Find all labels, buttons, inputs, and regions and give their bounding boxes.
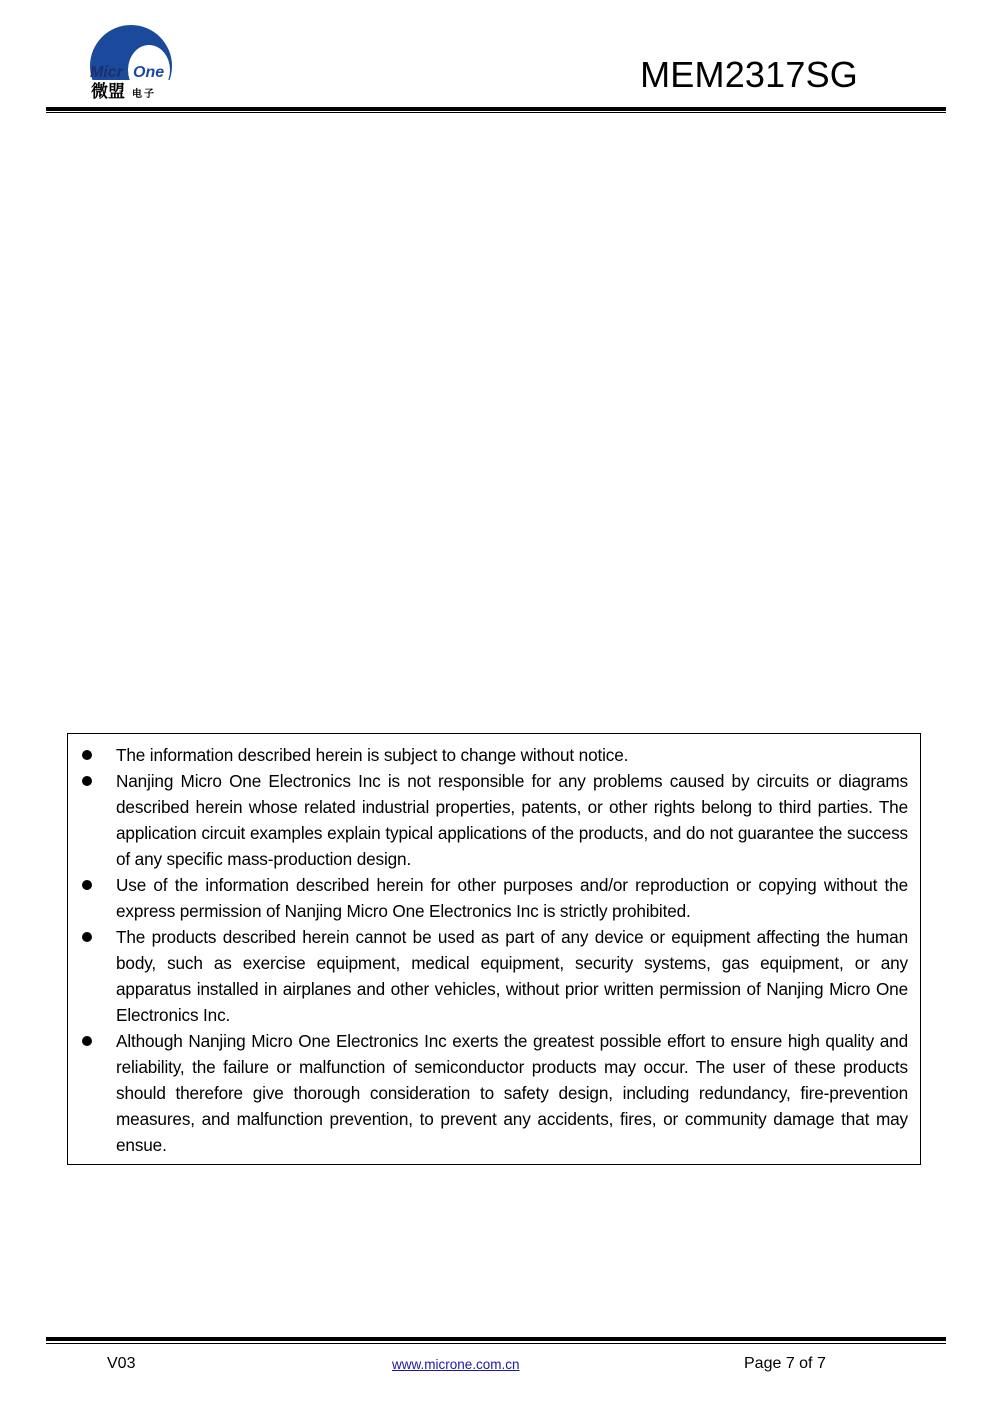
version-label: V03 [107, 1355, 136, 1372]
disclaimer-item [68, 742, 920, 768]
footer-rule-thick [46, 1337, 946, 1341]
disclaimer-item [68, 768, 920, 872]
logo-wordmark-left: Micr [90, 64, 123, 81]
disclaimer-item [68, 872, 920, 924]
disclaimer-box [67, 733, 921, 1165]
disclaimer-list [68, 742, 920, 1158]
bullet-icon [82, 880, 92, 890]
disclaimer-item [68, 1028, 920, 1158]
disclaimer-text: The products described herein cannot be used as part of any device or equipment affecting the human body, such as exercise equipment, medical equipment, security systems, gas equipment, or any apparatus installed in airplanes and other vehicles, without prior written permission of Nanjing Micro One Electronics Inc. [116, 927, 908, 1025]
disclaimer-text: Use of the information described herein for other purposes and/or reproduction or copying without the express permission of Nanjing Micro One Electronics Inc is strictly prohibited. [116, 875, 908, 921]
page-number: Page 7 of 7 [744, 1355, 826, 1372]
bullet-icon [82, 750, 92, 760]
header-rule-thin [46, 112, 946, 113]
disclaimer-item [68, 924, 920, 1028]
header-rule-thick [46, 107, 946, 111]
disclaimer-text: Although Nanjing Micro One Electronics Inc exerts the greatest possible effort to ensure high quality and reliability, the failure or malfunction of semiconductor products may occur. The user of these products should therefore give thorough consideration to safety design, including redundancy, fire-prevention measures, and malfunction prevention, to prevent any accidents, fires, or community damage that may ensue. [116, 1031, 908, 1155]
disclaimer-text: Nanjing Micro One Electronics Inc is not responsible for any problems caused by circuits or diagrams described herein whose related industrial properties, patents, or other rights belong to third parties. The application circuit examples explain typical applications of the products, and do not guarantee the success of any specific mass-production design. [116, 771, 908, 869]
logo-chinese-suffix: 电子 [132, 89, 156, 100]
disclaimer-text: The information described herein is subject to change without notice. [116, 745, 629, 765]
logo-chinese-name: 微盟 [91, 82, 125, 102]
footer-rule-thin [46, 1343, 946, 1344]
logo-wordmark-right: One [133, 64, 165, 81]
bullet-icon [82, 1036, 92, 1046]
microne-logo [86, 24, 178, 104]
bullet-icon [82, 776, 92, 786]
website-link[interactable]: www.microne.com.cn [392, 1357, 520, 1372]
bullet-icon [82, 932, 92, 942]
part-number-title: MEM2317SG [640, 54, 858, 95]
microne-logo-graphic [86, 24, 178, 104]
